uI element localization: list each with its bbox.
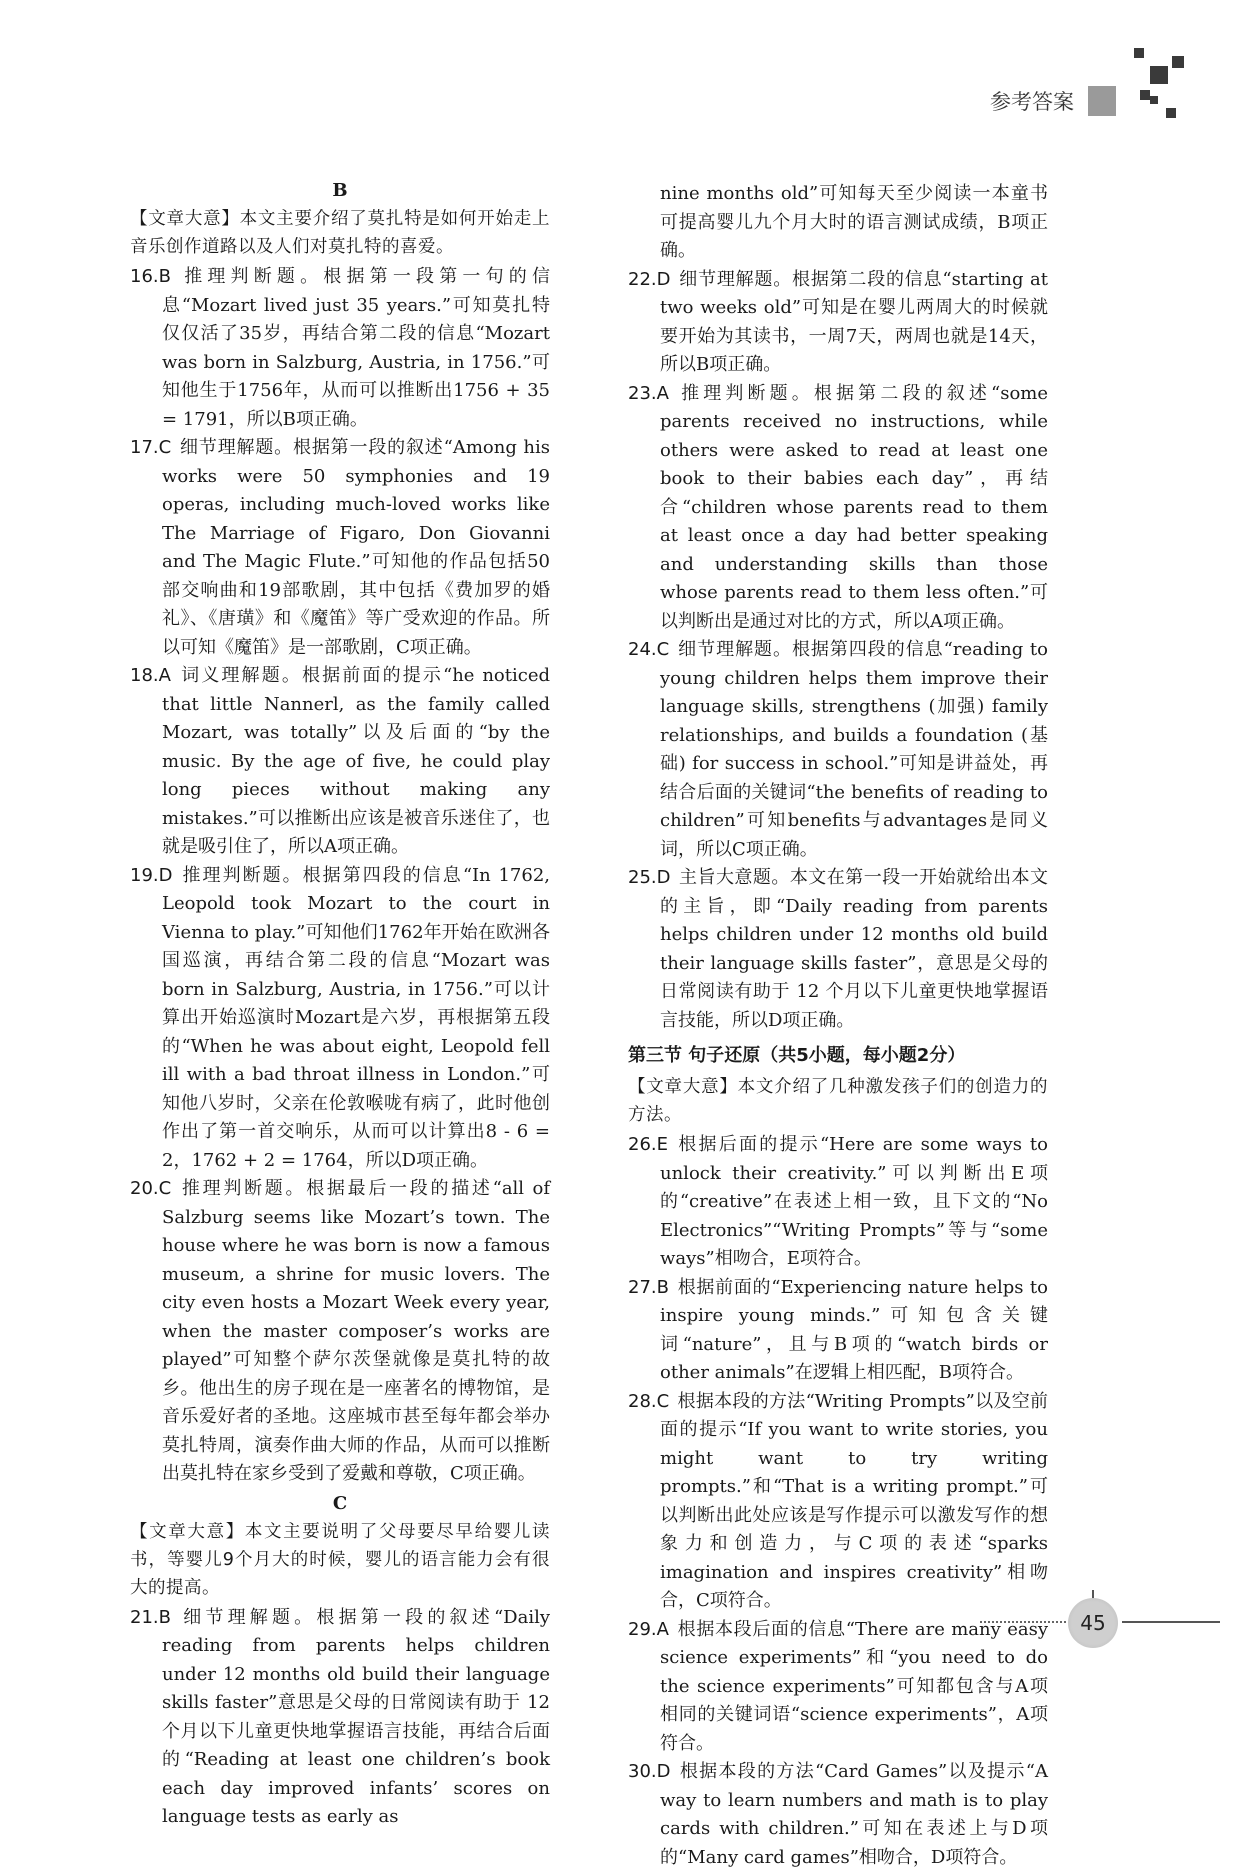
answer-24: 24.C 细节理解题。根据第四段的信息“reading to young children helps them improve their language skills, strengthens (加强) family relationships, and builds a foundation (基础) for success in school.”可知是讲益处，再结合后面的关键词“the benefits of reading to children”可知benefits与advantages是同义词，所以C项正确。 — [628, 639, 1048, 860]
deco-square — [1140, 90, 1150, 100]
section-b-title: B — [332, 180, 348, 201]
answer-18: 18.A 词义理解题。根据前面的提示“he noticed that little Nannerl, as the family called Mozart, was totally”以及后面的“by the music. By the age of five, he could play long pieces without making any mistakes.”可以推断出应该是被音乐迷住了，也就是吸引住了，所以A项正确。 — [130, 665, 550, 857]
deco-square — [1172, 56, 1184, 68]
answer-21: 21.B 细节理解题。根据第一段的叙述“Daily reading from parents helps children under 12 months old build their language skills faster”意思是父母的日常阅读有助于 12 个月以下儿童更快地掌握语言技能，再结合后面的“Reading at least one children’s book each day improved infants’ scores on language tests as early as — [130, 1606, 550, 1827]
answer-28: 28.C 根据本段的方法“Writing Prompts”以及空前面的提示“If you want to write stories, you might want to try writing prompts.”和“That is a writing prompt.”可以判断出此处应该是写作提示可以激发写作的想象力和创造力，与C项的表述“sparks imagination and inspires creativity”相吻合，C项符合。 — [628, 1390, 1048, 1611]
page-number: 45 — [1080, 1611, 1106, 1635]
header-title: 参考答案 — [990, 90, 1074, 114]
answer-26: 26.E 根据后面的提示“Here are some ways to unlock their creativity.”可以判断出E项的“creative”在表述上相一致，且下文的“No Electronics”“Writing Prompts”等与“some ways”相吻合，E项符合。 — [628, 1134, 1048, 1269]
deco-square — [1150, 66, 1168, 84]
answer-27: 27.B 根据前面的“Experiencing nature helps to inspire young minds.”可知包含关键词“nature”，且与B项的“watch birds or other animals”在逻辑上相匹配，B项符合。 — [628, 1276, 1048, 1383]
deco-square — [1150, 96, 1158, 104]
footer-dotted-rule — [980, 1621, 1066, 1623]
section-c-title: C — [332, 1492, 348, 1514]
answer-30: 30.D 根据本段的方法“Card Games”以及提示“A way to learn numbers and math is to play cards with children.”可知在表述上与D项的“Many card games”相吻合，D项符合。 — [628, 1761, 1048, 1868]
answer-19: 19.D 推理判断题。根据第四段的信息“In 1762, Leopold took Mozart to the court in Vienna to play.”可知他们1762年开始在欧洲各国巡演，再结合第二段的信息“Mozart was born in Salzburg, Austria, in 1756.”可以计算出开始巡演时Mozart是六岁，再根据第五段的“When he was about eight, Leopold fell ill with a bad throat illness in London.”可知他八岁时，父亲在伦敦喉咙有病了，此时他创作出了第一首交响乐，从而可以计算出8 - 6 = 2，1762 + 2 = 1764，所以D项正确。 — [130, 864, 550, 1171]
answer-25: 25.D 主旨大意题。本文在第一段一开始就给出本文的主旨，即“Daily reading from parents helps children under 12 months old build their language skills faster”，意思是父母的日常阅读有助于 12 个月以下儿童更快地掌握语言技能，所以D项正确。 — [628, 867, 1048, 1031]
page-number-badge — [1068, 1598, 1118, 1648]
header-bar — [1088, 86, 1116, 116]
answer-20: 20.C 推理判断题。根据最后一段的描述“all of Salzburg seems like Mozart’s town. The house where he was born is now a famous museum, a shrine for music lovers. The city even hosts a Mozart Week every year, when the master composer’s works are played”可知整个萨尔茨堡就像是莫扎特的故乡。他出生的房子现在是一座著名的博物馆，是音乐爱好者的圣地。这座城市甚至每年都会举办莫扎特周，演奏作曲大师的作品，从而可以推断出莫扎特在家乡受到了爱戴和尊敬，C项正确。 — [130, 1178, 550, 1484]
right-column — [628, 180, 1048, 1872]
answer-29: 29.A 根据本段后面的信息“There are many easy science experiments”和“you need to do the science experiments”可知都包含与A项相同的关键词语“science experiments”，A项符合。 — [628, 1618, 1048, 1754]
summary-b: 【文章大意】本文主要介绍了莫扎特是如何开始走上音乐创作道路以及人们对莫扎特的喜爱。 — [130, 209, 551, 257]
answer-16: 16.B 推理判断题。根据第一段第一句的信息“Mozart lived just 35 years.”可知莫扎特仅仅活了35岁，再结合第二段的信息“Mozart was born in Salzburg, Austria, in 1756.”可知他生于1756年，从而可以推断出1756 + 35 = 1791，所以B项正确。 — [130, 266, 550, 430]
summary-3: 【文章大意】本文介绍了几种激发孩子们的创造力的方法。 — [628, 1077, 1049, 1125]
answer-22: 22.D 细节理解题。根据第二段的信息“starting at two weeks old”可知是在婴儿两周大的时候就要开始为其读书，一周7天，两周也就是14天，所以B项正确。 — [628, 268, 1048, 375]
deco-square — [1166, 108, 1176, 118]
left-column — [130, 180, 550, 1832]
answer-17: 17.C 细节理解题。根据第一段的叙述“Among his works were 50 symphonies and 19 operas, including much-loved works like The Marriage of Figaro, Don Giovanni and The Magic Flute.”可知他的作品包括50部交响曲和19部歌剧，其中包括《费加罗的婚礼》、《唐璜》和《魔笛》等广受欢迎的作品。所以可知《魔笛》是一部歌剧，C项正确。 — [130, 437, 550, 658]
summary-c: 【文章大意】本文主要说明了父母要尽早给婴儿读书，等婴儿9个月大的时候，婴儿的语言能力会有很大的提高。 — [130, 1521, 551, 1598]
section-3-title: 第三节 句子还原（共5小题，每小题2分） — [628, 1045, 966, 1066]
deco-square — [1134, 48, 1144, 58]
answer-23: 23.A 推理判断题。根据第二段的叙述“some parents received no instructions, while others were asked to read at least one book to their babies each day”，再结合“children whose parents read to them at least once a day had better speaking and understanding skills than those whose parents read to them less often.”可以判断出是通过对比的方式，所以A项正确。 — [628, 382, 1048, 632]
answer-21-continued: nine months old”可知每天至少阅读一本童书可提高婴儿九个月大时的语言测试成绩，B项正确。 — [660, 183, 1048, 261]
footer-rule — [1122, 1621, 1220, 1623]
